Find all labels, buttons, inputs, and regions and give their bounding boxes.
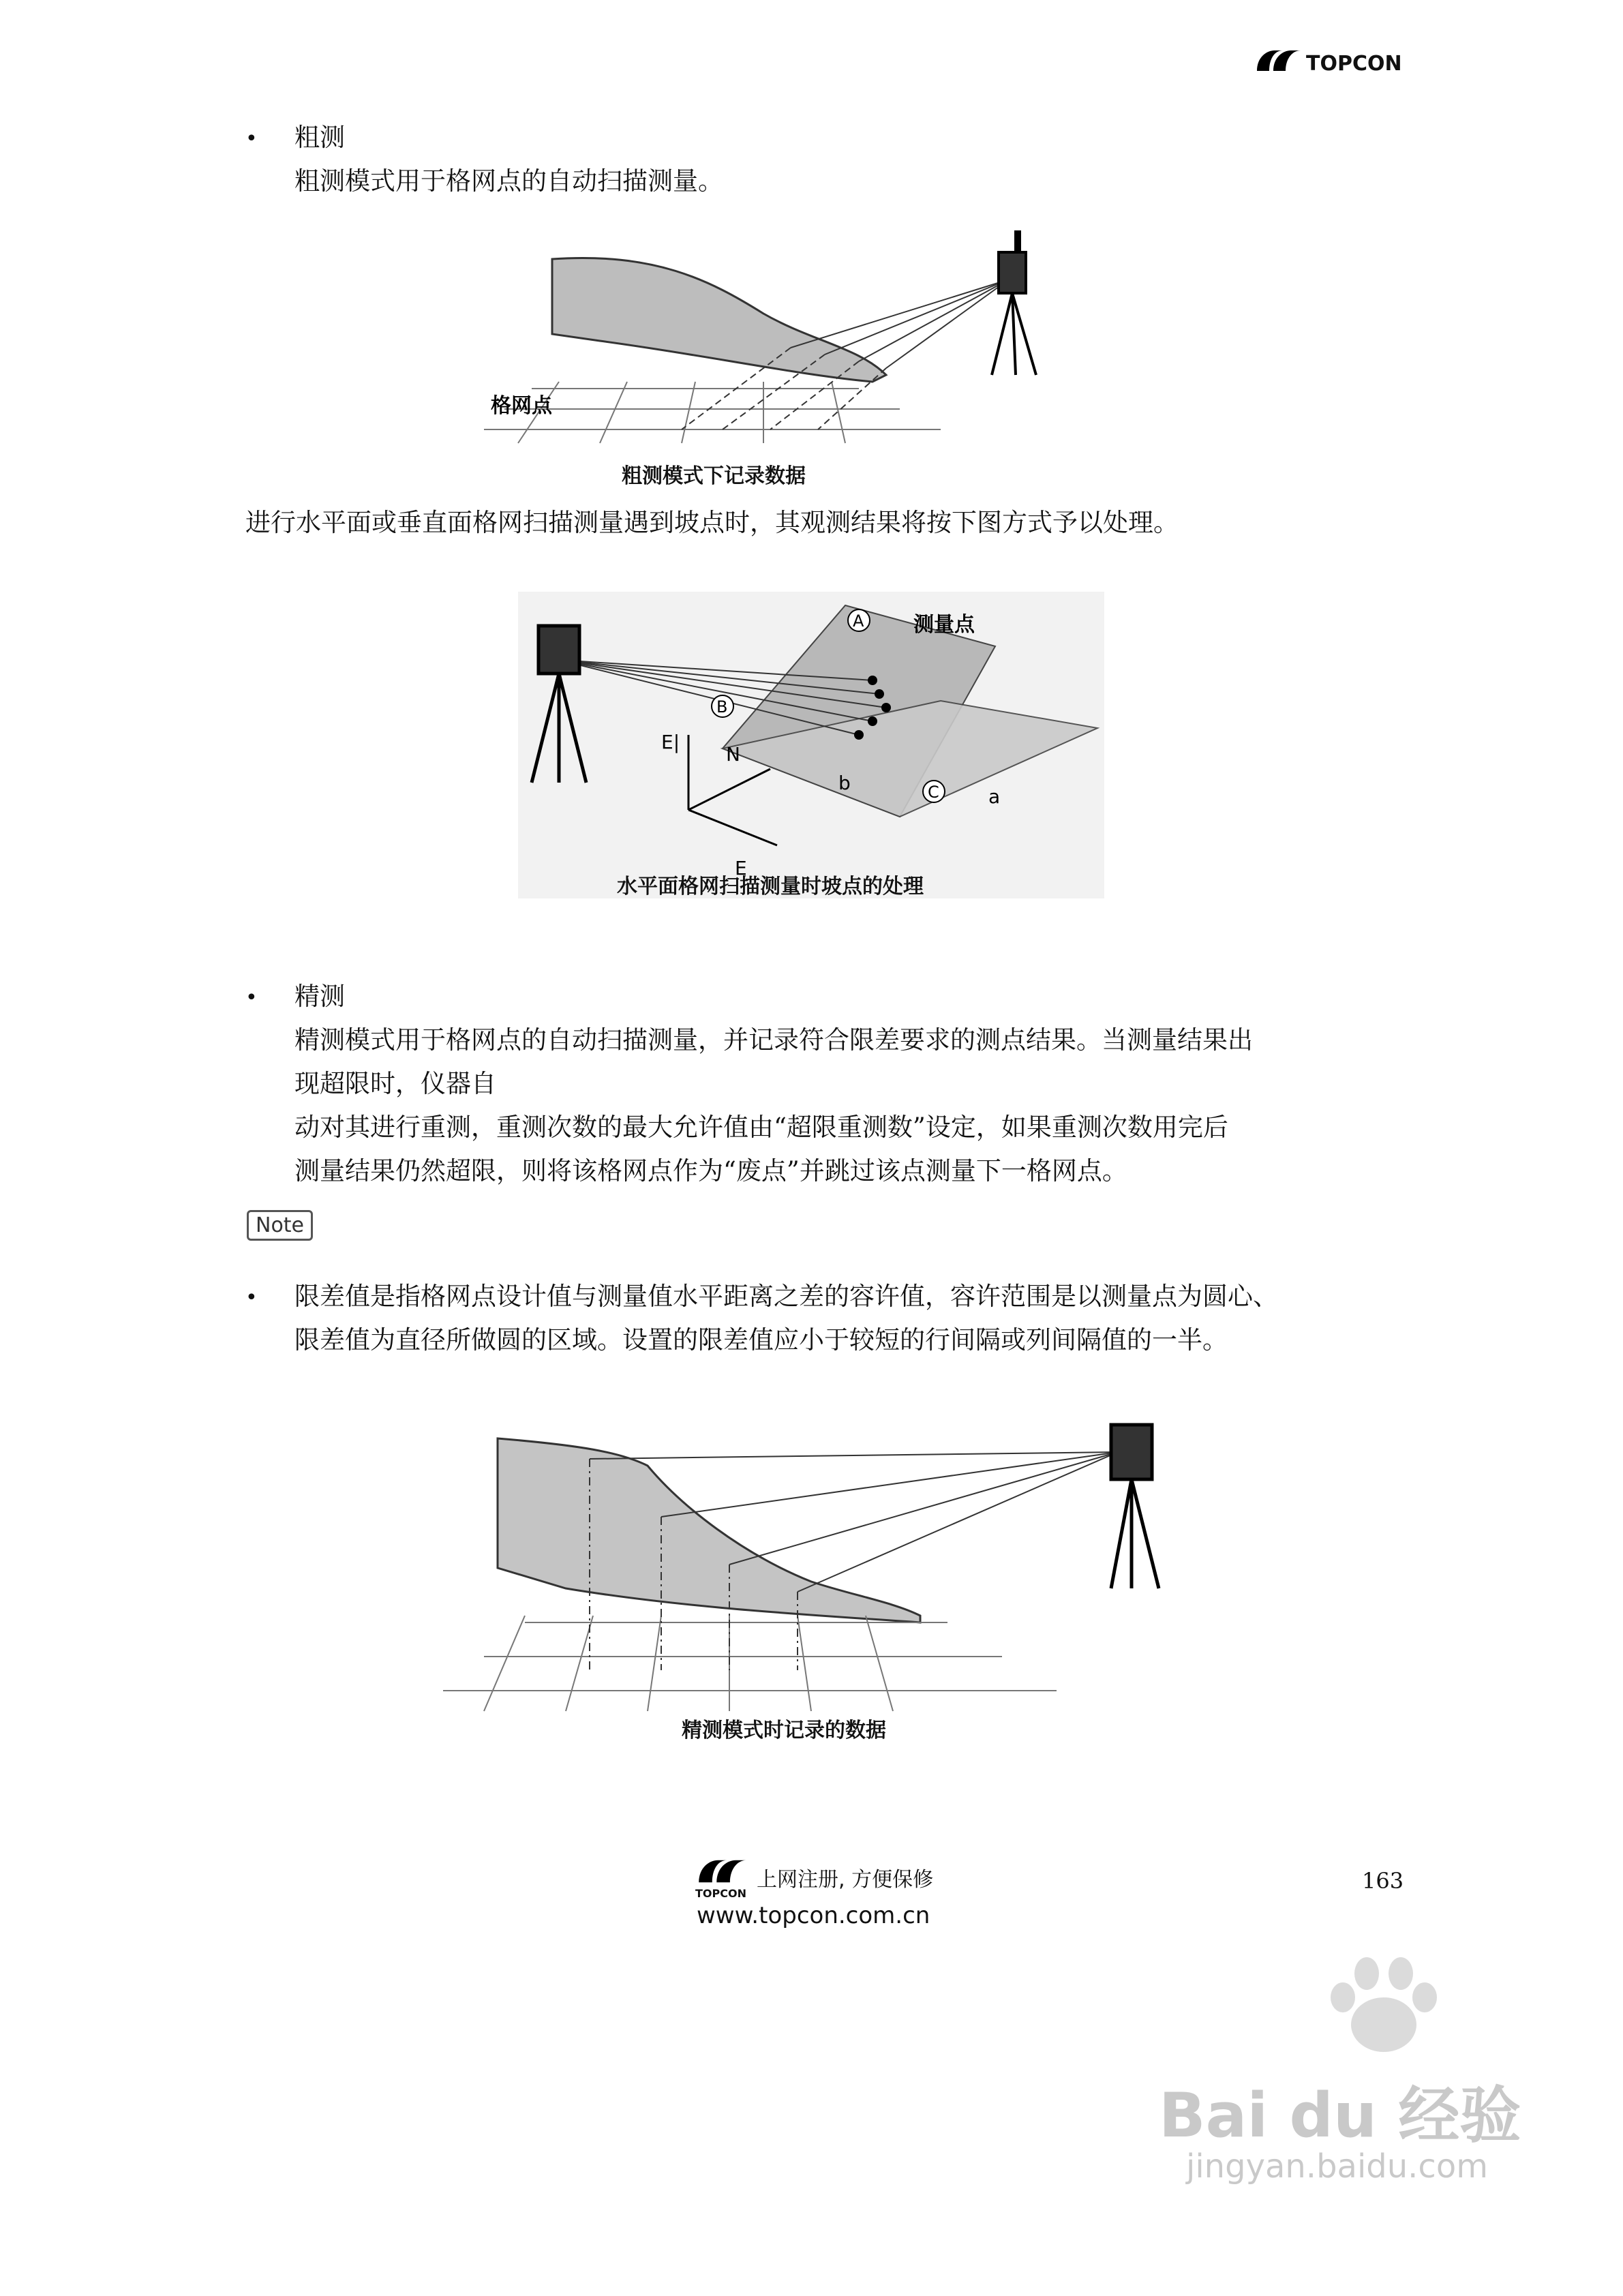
footer-brand: TOPCON bbox=[695, 1887, 746, 1900]
header-logo bbox=[1254, 45, 1404, 79]
terrain-shape bbox=[552, 258, 886, 382]
total-station-icon bbox=[1111, 1425, 1159, 1588]
dim-b-label: b bbox=[838, 772, 851, 794]
baidu-watermark bbox=[1159, 1950, 1568, 2222]
slope-figure-caption: 水平面格网扫描测量时坡点的处理 bbox=[617, 875, 924, 898]
slope-figure bbox=[518, 592, 1104, 898]
fine-figure bbox=[443, 1398, 1193, 1725]
note-line-1: 限差值是指格网点设计值与测量值水平距离之差的容许值，容许范围是以测量点为圆心、 bbox=[294, 1282, 1278, 1311]
terrain-shape bbox=[498, 1438, 920, 1622]
fine-line-1: 精测模式用于格网点的自动扫描测量，并记录符合限差要求的测点结果。当测量结果出 bbox=[294, 1025, 1253, 1055]
axis-e1-label: E| bbox=[661, 731, 680, 753]
total-station-icon bbox=[992, 232, 1036, 375]
axis-n-label: N bbox=[726, 743, 740, 766]
fine-figure-caption: 精测模式时记录的数据 bbox=[682, 1719, 886, 1742]
grid-lines bbox=[443, 1616, 1057, 1711]
circle-c-label: C bbox=[928, 783, 939, 802]
rough-figure-caption: 粗测模式下记录数据 bbox=[622, 464, 806, 488]
grid-point-label: 格网点 bbox=[491, 394, 552, 418]
topcon-logo-icon bbox=[695, 1854, 750, 1888]
measure-point-label: 测量点 bbox=[913, 613, 975, 637]
rough-text: 粗测模式用于格网点的自动扫描测量。 bbox=[294, 166, 723, 196]
rough-paragraph: 进行水平面或垂直面格网扫描测量遇到坡点时，其观测结果将按下图方式予以处理。 bbox=[245, 508, 1179, 537]
fine-line-4: 测量结果仍然超限，则将该格网点作为“废点”并跳过该点测量下一格网点。 bbox=[294, 1156, 1127, 1185]
watermark-url: jingyan.baidu.com bbox=[1186, 2147, 1488, 2186]
rough-title: 粗测 bbox=[294, 123, 345, 152]
footer-brand-block bbox=[695, 1854, 941, 1950]
rough-bullet: • bbox=[245, 127, 258, 151]
topcon-logo-icon bbox=[1254, 45, 1303, 76]
note-icon: Note bbox=[247, 1210, 313, 1241]
watermark-brand: Bai du 经验 bbox=[1159, 2080, 1521, 2151]
fine-line-2: 现超限时，仪器自 bbox=[294, 1069, 496, 1098]
note-line-2: 限差值为直径所做圆的区域。设置的限差值应小于较短的行间隔或列间隔值的一半。 bbox=[294, 1325, 1228, 1355]
grid-lines bbox=[484, 382, 941, 443]
rough-figure bbox=[477, 225, 1145, 450]
note-bullet: • bbox=[245, 1286, 258, 1310]
fine-title: 精测 bbox=[294, 982, 345, 1011]
circle-a-label: A bbox=[853, 611, 864, 631]
header-brand: TOPCON bbox=[1306, 52, 1402, 76]
footer-url: www.topcon.com.cn bbox=[697, 1902, 930, 1929]
fine-bullet: • bbox=[245, 986, 258, 1010]
paw-icon bbox=[1316, 1950, 1452, 2059]
page-number: 163 bbox=[1362, 1868, 1404, 1894]
footer-slogan: 上网注册, 方便保修 bbox=[757, 1868, 934, 1892]
circle-b-label: B bbox=[716, 697, 728, 716]
fine-line-3: 动对其进行重测，重测次数的最大允许值由“超限重测数”设定，如果重测次数用完后 bbox=[294, 1113, 1228, 1142]
dim-a-label: a bbox=[988, 785, 1001, 808]
axis-e-label: E bbox=[735, 857, 747, 879]
